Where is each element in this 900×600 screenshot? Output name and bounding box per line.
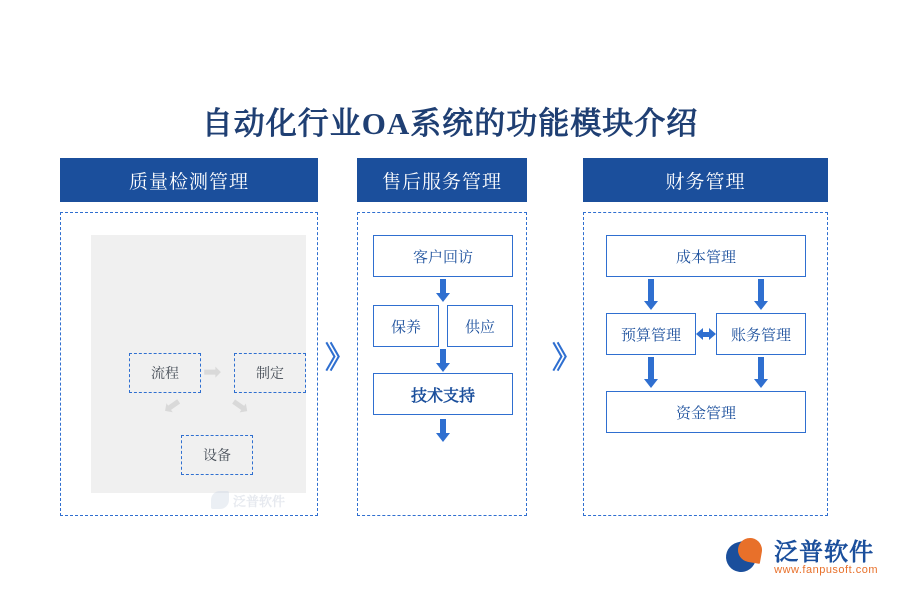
watermark-logo-icon — [211, 491, 229, 509]
node-cost-management[interactable]: 成本管理 — [606, 235, 806, 277]
arrow-down-icon — [644, 279, 658, 310]
inner-watermark-text: 泛普软件 — [233, 493, 286, 509]
column-header-after-sales: 售后服务管理 — [357, 158, 527, 202]
page-title: 自动化行业OA系统的功能模块介绍 — [201, 106, 699, 141]
column-body-finance — [583, 212, 828, 516]
node-supply[interactable]: 供应 — [447, 305, 513, 347]
chevron-separator-1: 》 — [325, 342, 355, 375]
node-technical-support[interactable]: 技术支持 — [373, 373, 513, 415]
inner-watermark — [211, 485, 331, 515]
arrow-diagonal-down-icon: ➡ — [225, 390, 256, 422]
node-customer-visit[interactable]: 客户回访 — [373, 235, 513, 277]
brand-name-cn: 泛普软件 — [774, 538, 875, 566]
column-after-sales — [357, 158, 527, 516]
node-fund-management[interactable]: 资金管理 — [606, 391, 806, 433]
arrow-down-icon — [754, 357, 768, 388]
arrow-down-icon — [436, 349, 450, 372]
node-liucheng[interactable]: 流程 — [129, 353, 201, 393]
brand-logo-text — [774, 540, 878, 577]
arrow-right-icon: ➡ — [203, 359, 222, 384]
node-shebei[interactable]: 设备 — [181, 435, 253, 475]
brand-name-en: www.fanpusoft.com — [774, 563, 878, 576]
arrow-diagonal-up-icon: ➡ — [157, 390, 188, 422]
quality-diagram-panel — [91, 235, 306, 509]
brand-logo — [726, 538, 878, 578]
column-finance — [583, 158, 828, 516]
node-budget-management[interactable]: 预算管理 — [606, 313, 696, 355]
arrow-left-right-icon — [696, 325, 716, 343]
column-header-finance: 财务管理 — [583, 158, 828, 202]
column-quality-inspection — [60, 158, 318, 516]
column-body-quality — [60, 212, 318, 516]
arrow-down-icon — [644, 357, 658, 388]
arrow-down-icon — [754, 279, 768, 310]
node-maintenance[interactable]: 保养 — [373, 305, 439, 347]
arrow-down-icon — [436, 279, 450, 302]
node-account-management[interactable]: 账务管理 — [716, 313, 806, 355]
column-body-after-sales — [357, 212, 527, 516]
chevron-separator-2: 》 — [552, 342, 582, 375]
arrow-down-icon — [436, 419, 450, 442]
brand-logo-icon — [726, 538, 766, 578]
column-header-quality: 质量检测管理 — [60, 158, 318, 202]
node-zhiding[interactable]: 制定 — [234, 353, 306, 393]
